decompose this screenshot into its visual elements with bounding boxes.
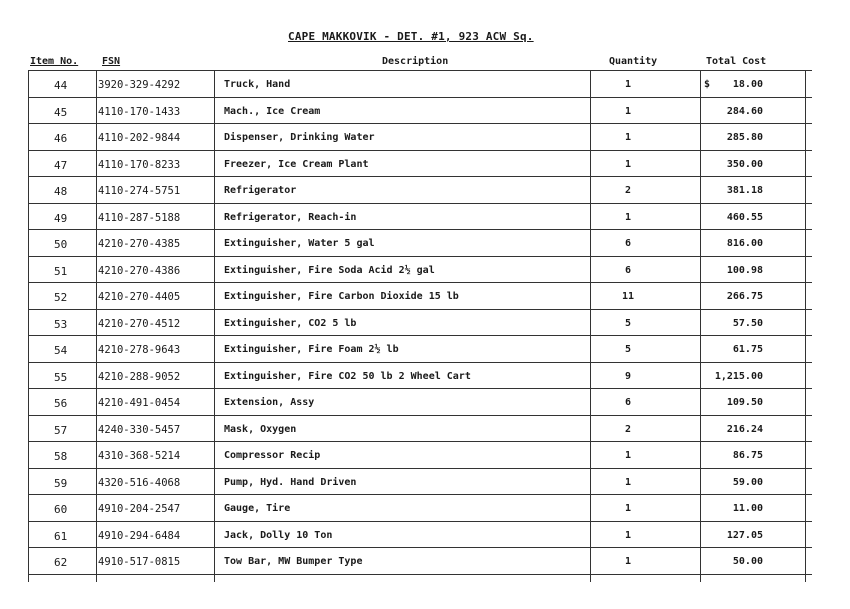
item-number: 60 [54,503,68,516]
item-number: 49 [54,212,68,225]
item-number: 53 [54,318,68,331]
fsn-code: 4110-170-8233 [98,159,181,171]
fsn-code: 4910-294-6484 [98,530,181,542]
item-number: 46 [54,132,68,145]
row-divider [28,547,812,548]
item-number: 56 [54,397,68,410]
item-description: Extinguisher, Fire Soda Acid 2½ gal [224,265,435,276]
item-quantity: 1 [624,503,632,514]
row-divider [28,388,812,389]
row-divider [28,574,812,575]
item-description: Tow Bar, MW Bumper Type [224,556,363,567]
item-quantity: 1 [624,159,632,170]
item-total-cost: 59.00 [732,477,763,488]
item-description: Refrigerator [224,185,297,196]
item-quantity: 6 [624,265,632,276]
item-description: Refrigerator, Reach-in [224,212,357,223]
item-description: Jack, Dolly 10 Ton [224,530,333,541]
item-quantity: 5 [624,318,632,329]
item-number: 54 [54,344,68,357]
item-number: 57 [54,424,68,437]
item-description: Gauge, Tire [224,503,291,514]
row-divider [28,415,812,416]
fsn-code: 4310-368-5214 [98,450,181,462]
item-total-cost: 61.75 [732,344,763,355]
item-description: Truck, Hand [224,79,291,90]
fsn-code: 4110-202-9844 [98,132,181,144]
item-number: 47 [54,159,68,172]
fsn-code: 4110-170-1433 [98,106,181,118]
column-divider [805,70,806,582]
item-quantity: 6 [624,397,632,408]
item-total-cost: 350.00 [726,159,763,170]
row-divider [28,203,812,204]
row-divider [28,362,812,363]
item-quantity: 1 [624,106,632,117]
item-total-cost: 216.24 [726,424,763,435]
fsn-code: 4210-491-0454 [98,397,181,409]
row-divider [28,335,812,336]
item-total-cost: 460.55 [726,212,763,223]
header-quantity: Quantity [609,56,658,67]
item-total-cost: 266.75 [726,291,763,302]
fsn-code: 4210-270-4512 [98,318,181,330]
item-description: Extinguisher, Water 5 gal [224,238,375,249]
item-description: Dispenser, Drinking Water [224,132,375,143]
item-total-cost: 18.00 [732,79,763,90]
item-quantity: 1 [624,450,632,461]
fsn-code: 4110-274-5751 [98,185,181,197]
item-total-cost: 285.80 [726,132,763,143]
fsn-code: 3920-329-4292 [98,79,181,91]
item-description: Pump, Hyd. Hand Driven [224,477,357,488]
item-description: Extinguisher, CO2 5 lb [224,318,357,329]
item-quantity: 1 [624,212,632,223]
fsn-code: 4210-270-4386 [98,265,181,277]
header-fsn: FSN [102,56,121,67]
item-number: 55 [54,371,68,384]
item-quantity: 6 [624,238,632,249]
row-divider [28,150,812,151]
row-divider [28,494,812,495]
item-number: 48 [54,185,68,198]
item-quantity: 5 [624,344,632,355]
item-number: 52 [54,291,68,304]
item-number: 51 [54,265,68,278]
item-description: Extinguisher, Fire Carbon Dioxide 15 lb [224,291,459,302]
inventory-table [28,70,812,582]
row-divider [28,521,812,522]
item-description: Extinguisher, Fire CO2 50 lb 2 Wheel Cart [224,371,471,382]
item-description: Extinguisher, Fire Foam 2½ lb [224,344,399,355]
item-total-cost: 57.50 [732,318,763,329]
item-total-cost: 816.00 [726,238,763,249]
item-quantity: 1 [624,477,632,488]
item-total-cost: 127.05 [726,530,763,541]
item-quantity: 1 [624,79,632,90]
fsn-code: 4320-516-4068 [98,477,181,489]
row-divider [28,309,812,310]
item-quantity: 1 [624,132,632,143]
row-divider [28,441,812,442]
fsn-code: 4910-517-0815 [98,556,181,568]
item-description: Freezer, Ice Cream Plant [224,159,369,170]
item-number: 61 [54,530,68,543]
column-divider [214,70,215,582]
header-total-cost: Total Cost [706,56,767,67]
item-number: 44 [54,79,68,92]
item-quantity: 9 [624,371,632,382]
row-divider [28,97,812,98]
row-divider [28,256,812,257]
row-divider [28,176,812,177]
item-total-cost: 381.18 [726,185,763,196]
item-quantity: 1 [624,530,632,541]
row-divider [28,229,812,230]
item-description: Mask, Oxygen [224,424,297,435]
item-number: 50 [54,238,68,251]
item-description: Extension, Assy [224,397,315,408]
row-divider [28,123,812,124]
item-description: Compressor Recip [224,450,321,461]
item-total-cost: 284.60 [726,106,763,117]
item-number: 58 [54,450,68,463]
header-item-no: Item No. [30,56,79,67]
fsn-code: 4110-287-5188 [98,212,181,224]
item-quantity: 2 [624,424,632,435]
document-title: CAPE MAKKOVIK - DET. #1, 923 ACW Sq. [288,30,534,43]
item-quantity: 11 [621,291,635,302]
fsn-code: 4210-270-4385 [98,238,181,250]
item-number: 45 [54,106,68,119]
fsn-code: 4910-204-2547 [98,503,181,515]
column-divider [96,70,97,582]
row-divider [28,282,812,283]
item-quantity: 1 [624,556,632,567]
item-total-cost: 50.00 [732,556,763,567]
item-description: Mach., Ice Cream [224,106,321,117]
fsn-code: 4240-330-5457 [98,424,181,436]
header-description: Description [382,56,449,67]
row-divider [28,468,812,469]
item-total-cost: 100.98 [726,265,763,276]
item-total-cost: 11.00 [732,503,763,514]
item-number: 62 [54,556,68,569]
fsn-code: 4210-278-9643 [98,344,181,356]
column-divider [28,70,29,582]
currency-symbol: $ [704,79,711,90]
fsn-code: 4210-270-4405 [98,291,181,303]
item-number: 59 [54,477,68,490]
fsn-code: 4210-288-9052 [98,371,181,383]
item-total-cost: 86.75 [732,450,763,461]
item-total-cost: 109.50 [726,397,763,408]
item-total-cost: 1,215.00 [714,371,763,382]
column-divider [590,70,591,582]
item-quantity: 2 [624,185,632,196]
row-divider [28,70,812,71]
